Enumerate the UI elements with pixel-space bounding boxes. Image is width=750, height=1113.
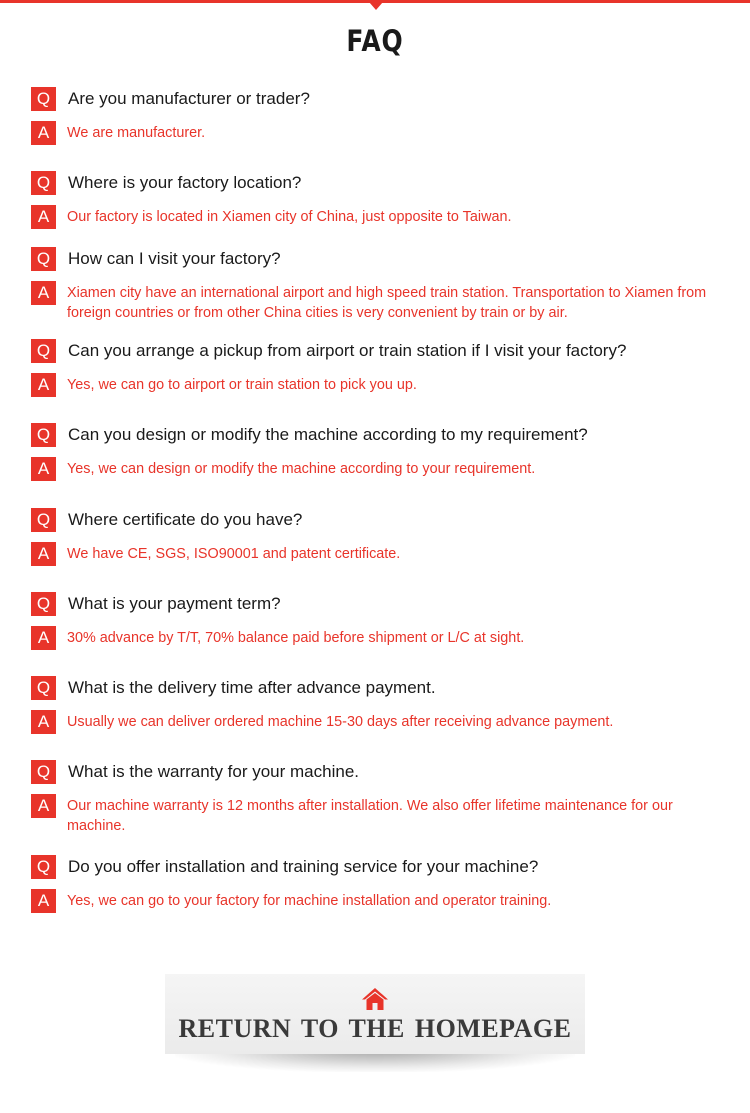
question-badge: Q [31, 855, 56, 879]
page-title: FAQ [346, 24, 404, 58]
question-badge: Q [31, 760, 56, 784]
answer-badge: A [31, 889, 56, 913]
answer-badge: A [31, 626, 56, 650]
question-text: Where is your factory location? [68, 173, 302, 192]
top-notch-arrow [369, 2, 383, 10]
answer-text: Our factory is located in Xiamen city of China, just opposite to Taiwan. [67, 209, 512, 225]
answer-text: We are manufacturer. [67, 125, 206, 141]
question-badge: Q [31, 87, 56, 111]
answer-text: Yes, we can go to airport or train station to pick you up. [67, 377, 417, 393]
question-text: What is the warranty for your machine. [68, 762, 360, 781]
question-badge: Q [31, 508, 56, 532]
question-text: Can you arrange a pickup from airport or train station if I visit your factory? [68, 341, 627, 360]
home-icon [361, 987, 389, 1011]
answer-badge: A [31, 542, 56, 566]
question-text: Can you design or modify the machine according to my requirement? [68, 425, 588, 444]
question-text: Are you manufacturer or trader? [68, 89, 310, 108]
answer-text: Xiamen city have an international airport and high speed train station. Transportation to Xiamen from foreign countries or from other China cities is very convenient by train or by air. [67, 285, 707, 321]
answer-text: Usually we can deliver ordered machine 15-30 days after receiving advance payment. [67, 714, 614, 730]
question-text: How can I visit your factory? [68, 249, 281, 268]
answer-text: Yes, we can design or modify the machine according to your requirement. [67, 461, 536, 477]
answer-badge: A [31, 121, 56, 145]
answer-badge: A [31, 205, 56, 229]
question-text: What is the delivery time after advance payment. [68, 678, 436, 697]
question-badge: Q [31, 592, 56, 616]
answer-badge: A [31, 373, 56, 397]
answer-text: We have CE, SGS, ISO90001 and patent certificate. [67, 546, 401, 562]
question-badge: Q [31, 171, 56, 195]
question-badge: Q [31, 339, 56, 363]
answer-badge: A [31, 794, 56, 818]
question-badge: Q [31, 247, 56, 271]
answer-badge: A [31, 281, 56, 305]
question-text: Where certificate do you have? [68, 510, 303, 529]
answer-text: Yes, we can go to your factory for machine installation and operator training. [67, 893, 552, 909]
return-to-homepage-button[interactable] [165, 974, 585, 1054]
question-badge: Q [31, 423, 56, 447]
answer-text: Our machine warranty is 12 months after installation. We also offer lifetime maintenance for our machine. [67, 798, 673, 834]
answer-badge: A [31, 457, 56, 481]
answer-badge: A [31, 710, 56, 734]
return-to-homepage-label: RETURN TO THE HOMEPAGE [178, 1014, 572, 1043]
question-badge: Q [31, 676, 56, 700]
question-text: Do you offer installation and training service for your machine? [68, 857, 539, 876]
question-text: What is your payment term? [68, 594, 281, 613]
answer-text: 30% advance by T/T, 70% balance paid before shipment or L/C at sight. [67, 630, 525, 646]
